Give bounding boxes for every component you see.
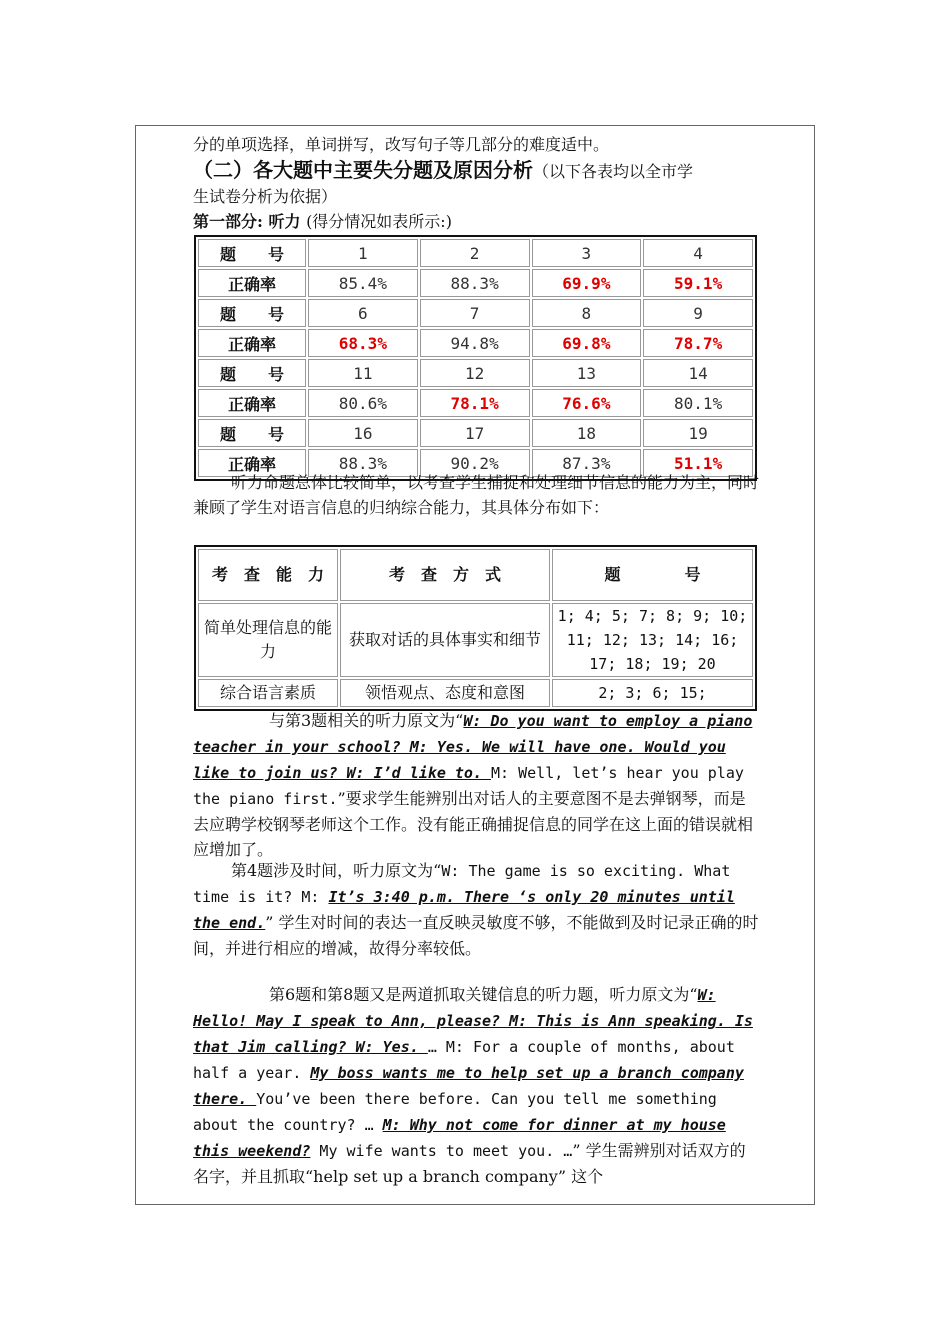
q3-lead: 与第3题相关的听力原文为“	[269, 711, 464, 730]
part1-title: 第一部分: 听力	[193, 212, 301, 231]
question-label: 题 号	[198, 419, 306, 447]
accuracy-cell: 78.1%	[420, 389, 530, 417]
question-label: 题 号	[198, 239, 306, 267]
section2-title: （二）各大题中主要失分题及原因分析	[193, 158, 533, 182]
accuracy-row	[198, 269, 753, 297]
q4-lead: 第4题涉及时间，听力原文为“	[231, 861, 442, 880]
listen-paragraph	[193, 470, 759, 520]
question-number-cell: 8	[532, 299, 642, 327]
accuracy-label: 正确率	[198, 329, 306, 357]
accuracy-cell: 68.3%	[308, 329, 418, 357]
ability-cell: 综合语言素质	[198, 679, 338, 707]
accuracy-cell: 88.3%	[308, 449, 418, 477]
q68-paragraph	[193, 982, 759, 1189]
part1-note: (得分情况如表所示:)	[306, 212, 452, 231]
question-number-cell: 7	[420, 299, 530, 327]
section2-heading	[193, 157, 763, 209]
accuracy-row	[198, 329, 753, 357]
intro-line: 分的单项选择，单词拼写，改写句子等几部分的难度适中。	[193, 135, 610, 154]
question-number-cell: 9	[643, 299, 753, 327]
accuracy-cell: 94.8%	[420, 329, 530, 357]
accuracy-label: 正确率	[198, 449, 306, 477]
accuracy-cell: 88.3%	[420, 269, 530, 297]
method-cell: 领悟观点、态度和意图	[340, 679, 550, 707]
question-number-cell: 14	[643, 359, 753, 387]
q68-quote-emph-3: M: Why not come for dinner at my house this weekend?	[193, 1116, 726, 1160]
q68-quote-plain-1: … M: For a couple of months, about half a year.	[193, 1038, 735, 1082]
accuracy-label: 正确率	[198, 269, 306, 297]
question-number-cell: 17	[420, 419, 530, 447]
question-number-row	[198, 299, 753, 327]
accuracy-cell: 90.2%	[420, 449, 530, 477]
q4-quote-emph: It’s 3:40 p.m. There ‘s only 20 minutes until the end.	[193, 888, 735, 932]
q4-rest: ” 学生对时间的表达一直反映灵敏度不够，不能做到及时记录正确的时间，并进行相应的增减，故得分率较低。	[193, 913, 759, 958]
q3-quote-emph: W: Do you want to employ a piano teacher in your school? M: Yes. We will have one. Would you like to join us? W: I’d like to.	[193, 712, 753, 782]
accuracy-cell: 85.4%	[308, 269, 418, 297]
question-number-cell: 11	[308, 359, 418, 387]
question-ids-cell: 1; 4; 5; 7; 8; 9; 10; 11; 12; 13; 14; 16; 17; 18; 19; 20	[552, 603, 753, 677]
q68-quote-emph-2: My boss wants me to help set up a branch company there.	[193, 1064, 744, 1108]
q68-rest: ” 学生需辨别对话双方的名字，并且抓取“help set up a branch company” 这个	[193, 1141, 746, 1186]
question-number-cell: 12	[420, 359, 530, 387]
question-number-cell: 1	[308, 239, 418, 267]
question-number-row	[198, 359, 753, 387]
question-number-cell: 4	[643, 239, 753, 267]
question-number-cell: 18	[532, 419, 642, 447]
q3-rest: ”要求学生能辨别出对话人的主要意图不是去弹钢琴，而是去应聘学校钢琴老师这个工作。没有能正确捕捉信息的同学在这上面的错误就相应增加了。	[193, 789, 754, 859]
ability-table	[194, 545, 757, 711]
q68-quote-plain-3: My wife wants to meet you. …	[310, 1142, 573, 1160]
question-number-cell: 19	[643, 419, 753, 447]
part1-heading	[193, 209, 763, 234]
ability-cell: 简单处理信息的能力	[198, 603, 338, 677]
accuracy-cell: 80.1%	[643, 389, 753, 417]
question-number-row	[198, 239, 753, 267]
accuracy-cell: 80.6%	[308, 389, 418, 417]
q68-quote-emph-1: W: Hello! May I speak to Ann, please? M: This is Ann speaking. Is that Jim calling? W: Yes.	[193, 986, 753, 1056]
accuracy-cell: 76.6%	[532, 389, 642, 417]
accuracy-cell: 69.8%	[532, 329, 642, 357]
accuracy-cell: 78.7%	[643, 329, 753, 357]
listen-text: 听力命题总体比较简单，以考查学生捕捉和处理细节信息的能力为主，同时兼顾了学生对语言信息的归纳综合能力，其具体分布如下：	[193, 473, 760, 517]
q4-paragraph	[193, 858, 759, 961]
score-table	[194, 235, 757, 481]
document-body	[193, 132, 763, 234]
question-number-cell: 6	[308, 299, 418, 327]
section2-note-a: （以下各表均以全市学	[533, 162, 694, 181]
ability-header: 考 查 能 力	[198, 549, 338, 601]
accuracy-label: 正确率	[198, 389, 306, 417]
method-cell: 获取对话的具体事实和细节	[340, 603, 550, 677]
question-number-row	[198, 419, 753, 447]
section2-note-b: 生试卷分析为依据）	[193, 187, 338, 206]
question-ids-cell: 2; 3; 6; 15;	[552, 679, 753, 707]
question-number-cell: 16	[308, 419, 418, 447]
q3-quote-plain: M: Well, let’s hear you play the piano first.	[193, 764, 744, 808]
question-label: 题 号	[198, 359, 306, 387]
accuracy-row	[198, 389, 753, 417]
question-number-cell: 3	[532, 239, 642, 267]
question-label: 题 号	[198, 299, 306, 327]
accuracy-cell: 69.9%	[532, 269, 642, 297]
method-header: 考 查 方 式	[340, 549, 550, 601]
question-header: 题 号	[552, 549, 753, 601]
q3-paragraph	[193, 708, 759, 862]
question-number-cell: 2	[420, 239, 530, 267]
q68-lead: 第6题和第8题又是两道抓取关键信息的听力题，听力原文为“	[269, 985, 698, 1004]
q68-quote-plain-2: You’ve been there before. Can you tell me something about the country? …	[193, 1090, 717, 1134]
accuracy-cell: 59.1%	[643, 269, 753, 297]
q4-quote-plain: W: The game is so exciting. What time is it? M:	[193, 862, 731, 906]
accuracy-cell: 87.3%	[532, 449, 642, 477]
accuracy-cell: 51.1%	[643, 449, 753, 477]
question-number-cell: 13	[532, 359, 642, 387]
